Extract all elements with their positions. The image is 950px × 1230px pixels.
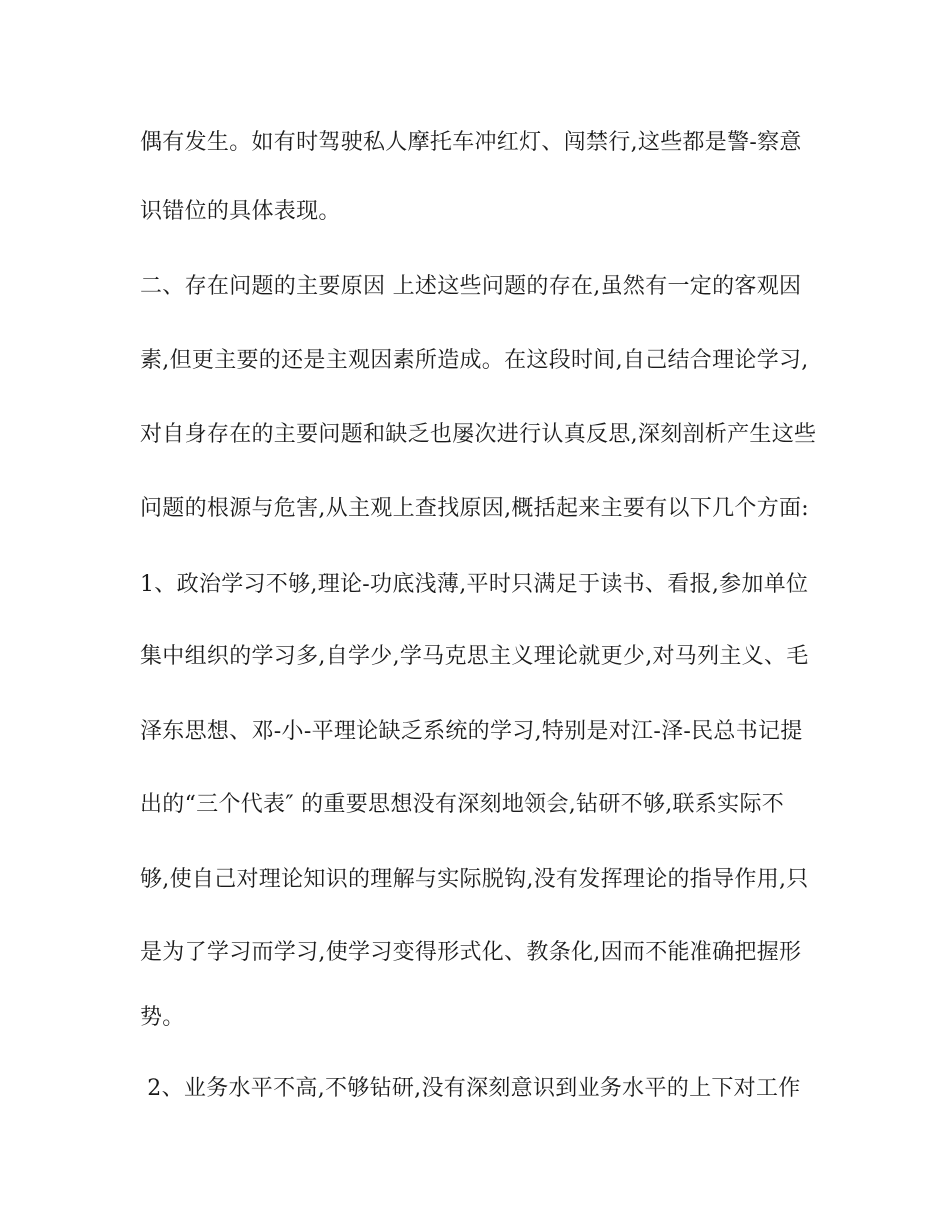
text-line: 对自身存在的主要问题和缺乏也屡次进行认真反思,深刻剖析产生这些 [140, 422, 817, 447]
text-line: 2、业务水平不高,不够钻研,没有深刻意识到业务水平的上下对工作 [140, 1076, 801, 1101]
text-line: 势。 [140, 1005, 185, 1030]
text-line: 二、存在问题的主要原因 上述这些问题的存在,虽然有一定的客观因 [140, 274, 802, 299]
text-line: 出的“三个代表″ 的重要思想没有深刻地领会,钻研不够,联系实际不 [140, 792, 785, 817]
text-line: 1、政治学习不够,理论-功底浅薄,平时只满足于读书、看报,参加单位 [140, 572, 809, 597]
text-line: 问题的根源与危害,从主观上查找原因,概括起来主要有以下几个方面: [140, 496, 810, 521]
text-line: 够,使自己对理论知识的理解与实际脱钩,没有发挥理论的指导作用,只 [140, 867, 809, 892]
text-line: 偶有发生。如有时驾驶私人摩托车冲红灯、闯禁行,这些都是警-察意 [140, 130, 802, 155]
text-line: 是为了学习而学习,使学习变得形式化、教条化,因而不能准确把握形 [140, 940, 802, 965]
text-line: 识错位的具体表现。 [140, 199, 341, 224]
text-line: 泽东思想、邓-小-平理论缺乏系统的学习,特别是对江-泽-民总书记提 [140, 719, 803, 744]
text-line: 素,但更主要的还是主观因素所造成。在这段时间,自己结合理论学习, [140, 348, 809, 373]
text-line: 集中组织的学习多,自学少,学马克思主义理论就更少,对马列主义、毛 [140, 644, 809, 669]
